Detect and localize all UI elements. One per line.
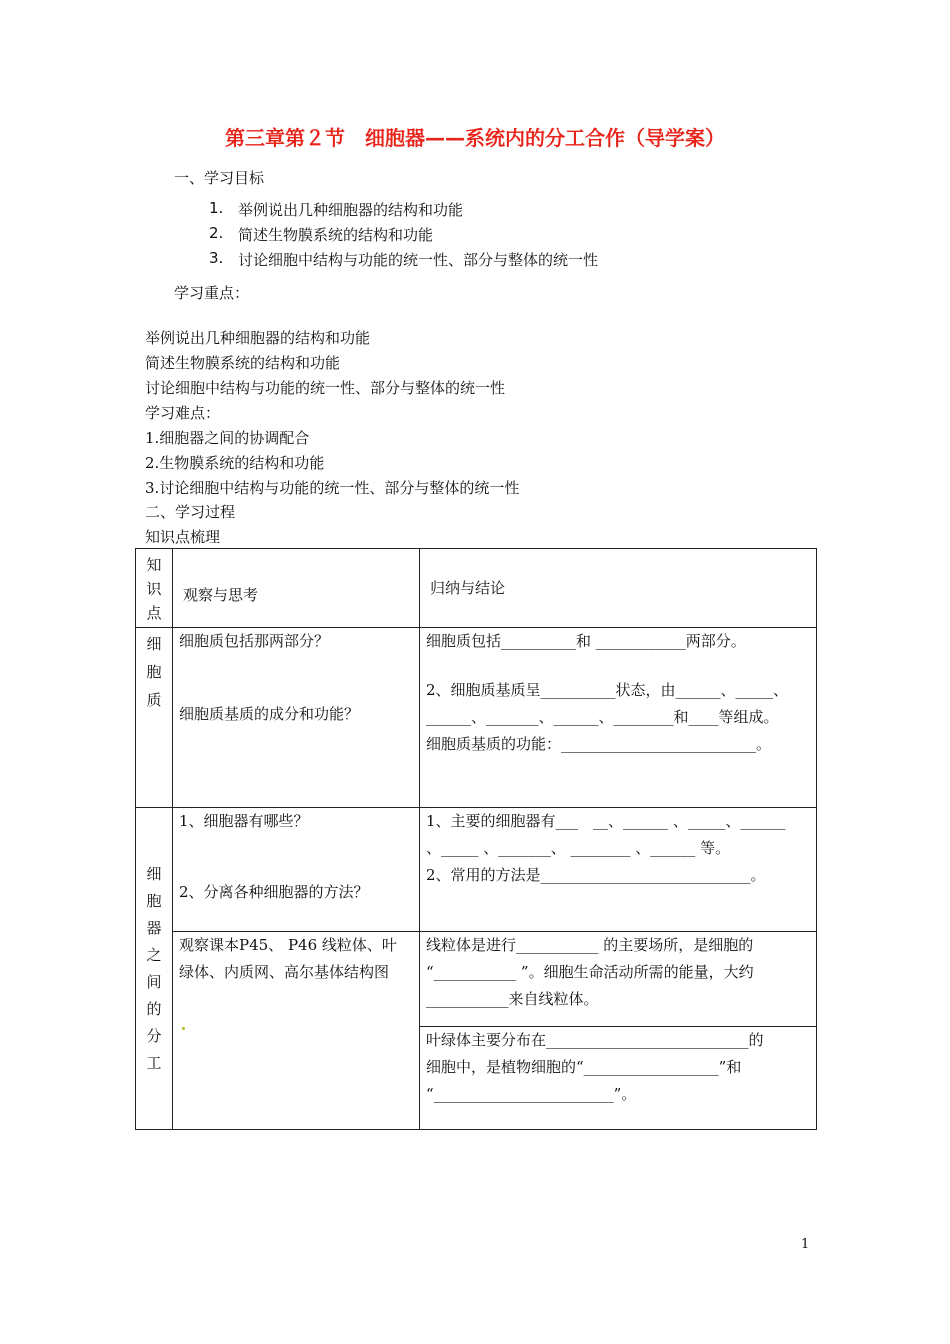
question-text: 2、分离各种细胞器的方法？ bbox=[179, 883, 369, 901]
label-char: 工 bbox=[146, 1053, 162, 1072]
conclusion-cell bbox=[420, 628, 817, 808]
question-text: 细胞质包括那两部分？ bbox=[179, 632, 330, 650]
key-point: 举例说出几种细胞器的结构和功能 bbox=[145, 329, 371, 347]
table-row bbox=[136, 628, 817, 808]
question-text: 细胞质基质的成分和功能？ bbox=[179, 705, 360, 723]
observe-cell bbox=[173, 628, 420, 808]
header-knowledge-point bbox=[136, 549, 173, 628]
page-title: 第三章第２节 细胞器——系统内的分工合作（导学案） bbox=[225, 126, 725, 150]
table-row bbox=[136, 808, 817, 932]
table-header-row bbox=[136, 549, 817, 628]
objective-text: 举例说出几种细胞器的结构和功能 bbox=[238, 201, 464, 219]
answer-line: ___________来自线粒体。 bbox=[426, 990, 599, 1008]
answer-line: “________________________”。 bbox=[426, 1085, 637, 1103]
label-char: 胞 bbox=[146, 663, 162, 681]
answer-line: 细胞中，是植物细胞的“__________________”和 bbox=[426, 1058, 742, 1076]
header-observe-text: 观察与思考 bbox=[183, 585, 259, 604]
observe-cell bbox=[173, 808, 420, 932]
header-char: 知 bbox=[146, 556, 162, 574]
answer-line: 1、主要的细胞器有___ __、______ 、_____、______ bbox=[426, 812, 786, 830]
key-point: 简述生物膜系统的结构和功能 bbox=[145, 354, 341, 372]
answer-line: 叶绿体主要分布在___________________________的 bbox=[426, 1031, 764, 1049]
answer-line: ______、_______、______、________和____等组成。 bbox=[426, 708, 779, 726]
difficulty-item: 1.细胞器之间的协调配合 bbox=[145, 429, 310, 447]
label-char: 之 bbox=[146, 945, 162, 964]
label-char: 分 bbox=[146, 1026, 162, 1045]
conclusion-cell bbox=[420, 808, 817, 932]
observe-text: 观察课本P45、 P46 线粒体、叶 bbox=[179, 936, 397, 954]
answer-line: 细胞质包括__________和 ____________两部分。 bbox=[426, 632, 746, 650]
answer-line: “___________ ”。细胞生命活动所需的能量，大约 bbox=[426, 963, 754, 981]
difficulty-item: 2.生物膜系统的结构和功能 bbox=[145, 454, 325, 472]
objective-text: 讨论细胞中结构与功能的统一性、部分与整体的统一性 bbox=[238, 251, 599, 269]
answer-line: 2、常用的方法是____________________________。 bbox=[426, 866, 766, 884]
section1-heading: 一、学习目标 bbox=[174, 169, 265, 187]
key-point: 讨论细胞中结构与功能的统一性、部分与整体的统一性 bbox=[145, 379, 506, 397]
answer-line: 线粒体是进行___________ 的主要场所，是细胞的 bbox=[426, 936, 754, 954]
label-char: 细 bbox=[146, 635, 162, 653]
conclusion-cell bbox=[420, 932, 817, 1027]
header-conclusion-text: 归纳与结论 bbox=[430, 578, 506, 597]
label-char: 间 bbox=[146, 972, 162, 991]
label-char: 器 bbox=[146, 918, 162, 937]
objective-num: 2. bbox=[209, 224, 224, 242]
label-char: 质 bbox=[146, 691, 162, 709]
objective-num: 3. bbox=[209, 249, 224, 267]
answer-line: 细胞质基质的功能：__________________________。 bbox=[426, 735, 772, 753]
conclusion-cell bbox=[420, 1027, 817, 1130]
knowledge-heading: 知识点梳理 bbox=[145, 528, 221, 546]
row-label-cytoplasm bbox=[136, 628, 173, 808]
scan-speck-mark bbox=[182, 1027, 185, 1030]
row-label-organelles bbox=[136, 808, 173, 1130]
difficulty-heading: 学习难点： bbox=[145, 404, 221, 422]
knowledge-table bbox=[135, 548, 817, 1130]
header-conclusion bbox=[420, 549, 817, 628]
label-char: 胞 bbox=[146, 891, 162, 910]
section2-heading: 二、学习过程 bbox=[145, 503, 236, 521]
observe-text: 绿体、内质网、高尔基体结构图 bbox=[179, 963, 390, 981]
question-text: 1、细胞器有哪些？ bbox=[179, 812, 309, 830]
page-number: 1 bbox=[801, 1237, 810, 1252]
objective-num: 1. bbox=[209, 199, 224, 217]
answer-line: 、_____ 、_______、 ________ 、______ 等。 bbox=[426, 839, 731, 857]
header-char: 点 bbox=[146, 604, 162, 622]
observe-cell bbox=[173, 932, 420, 1130]
table-row bbox=[136, 932, 817, 1027]
difficulty-item: 3.讨论细胞中结构与功能的统一性、部分与整体的统一性 bbox=[145, 479, 520, 497]
key-heading: 学习重点： bbox=[174, 284, 250, 302]
header-char: 识 bbox=[146, 580, 162, 598]
label-char: 的 bbox=[146, 999, 162, 1018]
objective-text: 简述生物膜系统的结构和功能 bbox=[238, 226, 434, 244]
header-observe bbox=[173, 549, 420, 628]
answer-line: 2、细胞质基质呈__________状态，由______、_____、 bbox=[426, 681, 789, 699]
label-char: 细 bbox=[146, 864, 162, 883]
